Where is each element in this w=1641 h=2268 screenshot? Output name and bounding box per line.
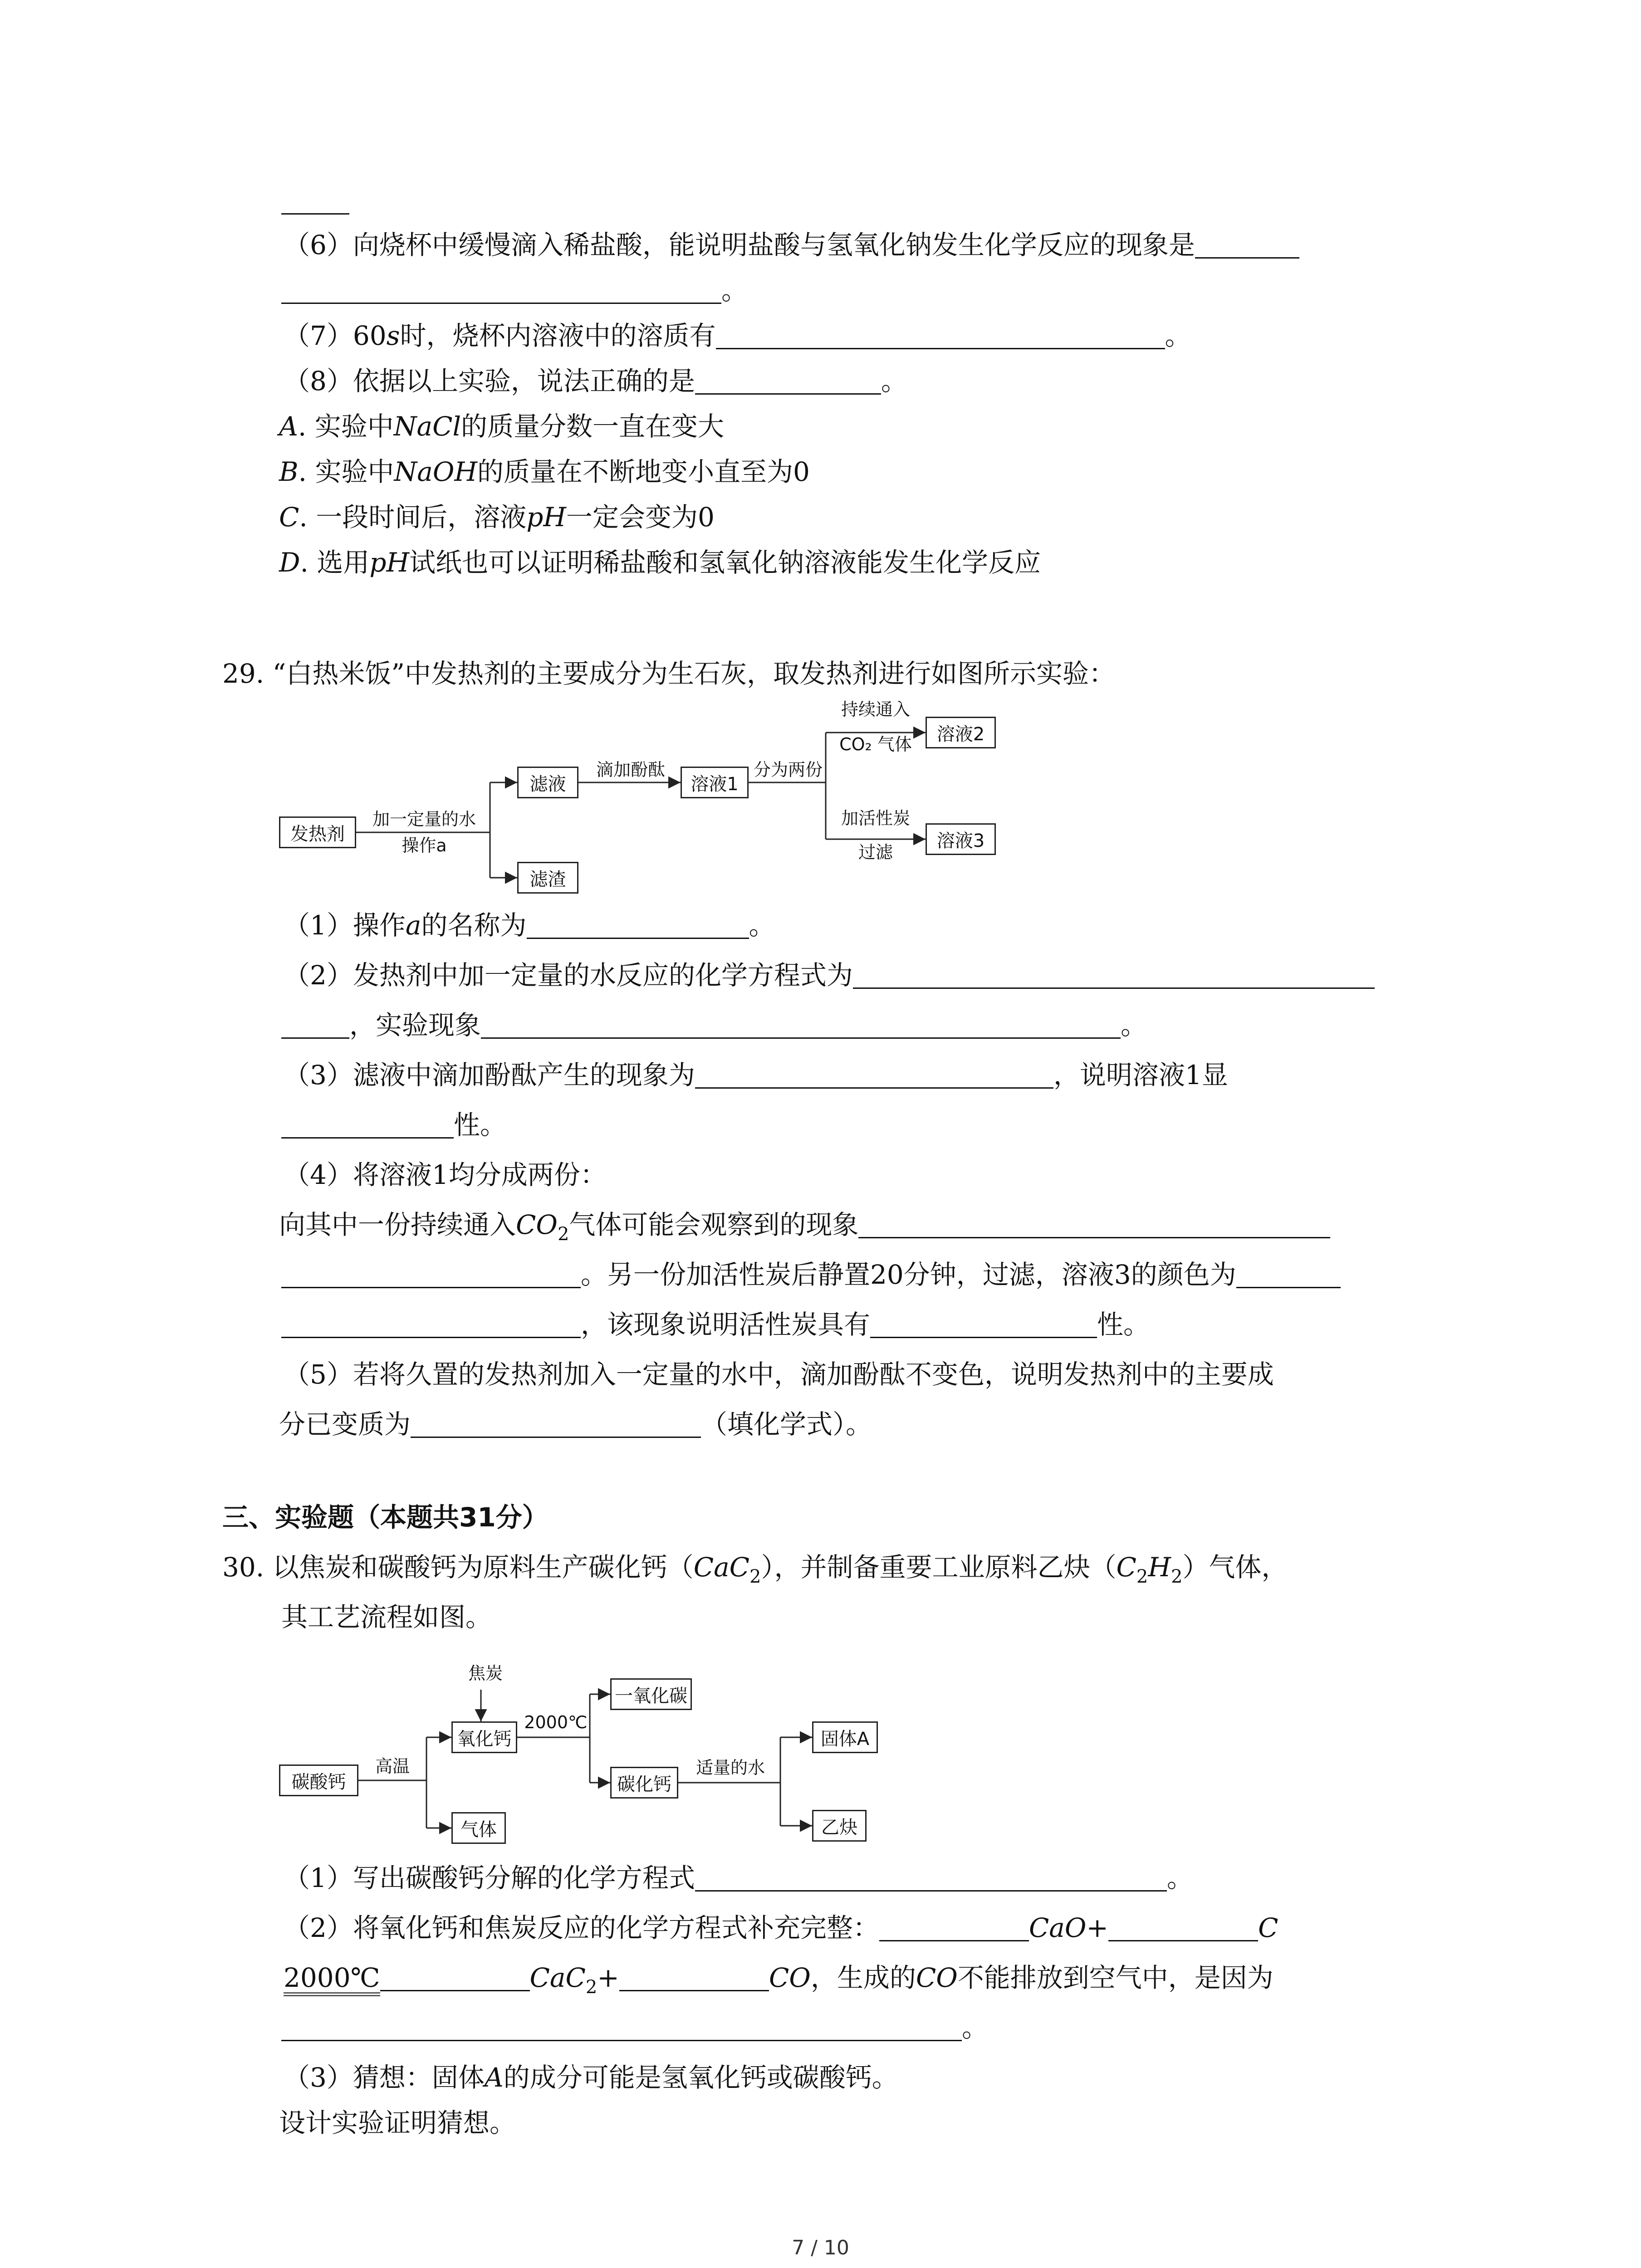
- box-lvzha: 滤渣: [517, 862, 578, 894]
- answer-blank[interactable]: [281, 1308, 581, 1338]
- q29-stem: 29. “白热米饭”中发热剂的主要成分为生石灰，取发热剂进行如图所示实验：: [222, 658, 1115, 689]
- option-c: C. 一段时间后，溶液pH一定会变为0: [279, 502, 715, 533]
- label-add-phenol: 滴加酚酞: [596, 760, 665, 780]
- answer-blank[interactable]: [380, 1961, 530, 1991]
- label-water: 适量的水: [696, 1758, 765, 1778]
- box-c2h2: 乙炔: [812, 1810, 867, 1842]
- q29-5b: 分已变质为 （填化学式）。: [279, 1406, 872, 1442]
- q29-4b: 向其中一份持续通入$CO_2$气体可能会观察到的现象: [279, 1207, 1330, 1243]
- label-split: 分为两份: [753, 760, 823, 780]
- option-a: A. 实验中NaCl的质量分数一直在变大: [279, 411, 725, 442]
- q29-5: （5）若将久置的发热剂加入一定量的水中，滴加酚酞不变色，说明发热剂中的主要成: [284, 1359, 1274, 1390]
- answer-blank[interactable]: [695, 364, 881, 395]
- box-sol2: 溶液2: [926, 717, 996, 748]
- label-co2-2: CO₂ 气体: [839, 734, 912, 754]
- box-caco3: 碳酸钙: [279, 1765, 358, 1796]
- label-2000c: 2000℃: [524, 1712, 588, 1732]
- label-coke: 焦炭: [468, 1663, 503, 1683]
- answer-blank[interactable]: [1236, 1258, 1341, 1288]
- answer-blank[interactable]: [619, 1961, 769, 1991]
- answer-blank[interactable]: [858, 1208, 1330, 1238]
- q29-2b: ，实验现象 。: [281, 1007, 1147, 1043]
- q28-7-line: （7）60s时，烧杯内溶液中的溶质有 。: [284, 318, 1191, 354]
- box-fareji: 发热剂: [279, 816, 356, 848]
- answer-blank[interactable]: [281, 1258, 581, 1288]
- q28-6-line: （6）向烧杯中缓慢滴入稀盐酸，能说明盐酸与氢氧化钠发生化学反应的现象是: [284, 227, 1299, 263]
- option-d: D. 选用pH试纸也可以证明稀盐酸和氢氧化钠溶液能发生化学反应: [279, 547, 1041, 578]
- q30-2b: 2000℃ CaC$_2$+ CO，生成的CO不能排放到空气中，是因为: [284, 1960, 1274, 1996]
- label-add-water: 加一定量的水: [372, 809, 476, 829]
- q29-1: （1）操作a的名称为 。: [284, 907, 775, 943]
- answer-blank[interactable]: [527, 909, 749, 939]
- label-carbon-1: 加活性炭: [841, 808, 910, 828]
- box-lvye: 滤液: [517, 767, 578, 798]
- q30-2: （2）将氧化钙和焦炭反应的化学方程式补充完整： CaO+ C: [284, 1910, 1278, 1946]
- q30-stem-1: 30. 以焦炭和碳酸钙为原料生产碳化钙（CaC$_2$），并制备重要工业原料乙炔$(C_2H_2)$气体，: [222, 1552, 1288, 1587]
- box-cao: 氧化钙: [451, 1721, 517, 1753]
- answer-blank[interactable]: [853, 958, 1375, 989]
- box-cac2: 碳化钙: [610, 1767, 678, 1799]
- q29-3b: 性。: [281, 1107, 506, 1143]
- answer-blank[interactable]: [695, 1058, 1053, 1089]
- q29-3: （3）滤液中滴加酚酞产生的现象为 ，说明溶液1显: [284, 1057, 1228, 1093]
- q29-4c: 。另一份加活性炭后静置20分钟，过滤，溶液3的颜色为: [281, 1256, 1341, 1293]
- page-number: 7 / 10: [792, 2236, 849, 2259]
- answer-blank[interactable]: [281, 2011, 962, 2041]
- answer-blank[interactable]: [281, 1008, 349, 1039]
- label-op-a: 操作a: [402, 836, 447, 855]
- section-title: 三、实验题（本题共31分）: [222, 1502, 549, 1533]
- box-sol3: 溶液3: [926, 823, 996, 855]
- q28-6-line2: 。: [281, 272, 748, 308]
- q30-stem-2: 其工艺流程如图。: [281, 1602, 492, 1633]
- box-co: 一氧化碳: [610, 1678, 692, 1710]
- option-b: B. 实验中NaOH的质量在不断地变小直至为0: [279, 456, 810, 487]
- q30-3: （3）猜想：固体A的成分可能是氢氧化钙或碳酸钙。: [284, 2062, 898, 2093]
- q29-4: （4）将溶液1均分成两份：: [284, 1159, 607, 1190]
- answer-blank[interactable]: [281, 274, 721, 304]
- box-sol1: 溶液1: [681, 767, 749, 798]
- q30-2c: 。: [281, 2009, 988, 2046]
- q28-8-line: （8）依据以上实验，说法正确的是 。: [284, 363, 907, 399]
- answer-blank[interactable]: [1195, 228, 1299, 259]
- answer-blank[interactable]: [695, 1861, 1167, 1892]
- answer-blank[interactable]: [870, 1308, 1097, 1338]
- answer-blank[interactable]: [879, 1911, 1029, 1941]
- answer-blank[interactable]: [411, 1408, 701, 1438]
- answer-blank[interactable]: [1108, 1911, 1258, 1941]
- label-co2-1: 持续通入: [841, 699, 910, 719]
- reaction-condition: 2000℃: [284, 1963, 380, 1996]
- answer-blank[interactable]: [281, 1108, 454, 1139]
- label-carbon-2: 过滤: [858, 842, 893, 862]
- answer-blank[interactable]: [716, 319, 1165, 349]
- label-high-temp: 高温: [375, 1756, 410, 1776]
- q29-4d: ，该现象说明活性炭具有 性。: [281, 1306, 1150, 1343]
- q29-2: （2）发热剂中加一定量的水反应的化学方程式为: [284, 957, 1375, 993]
- box-gas: 气体: [451, 1812, 506, 1844]
- q30-1: （1）写出碳酸钙分解的化学方程式 。: [284, 1860, 1193, 1896]
- answer-blank[interactable]: [481, 1008, 1121, 1039]
- answer-blank[interactable]: [281, 213, 349, 215]
- q30-3b: 设计实验证明猜想。: [279, 2107, 516, 2138]
- box-solid-a: 固体A: [812, 1721, 878, 1753]
